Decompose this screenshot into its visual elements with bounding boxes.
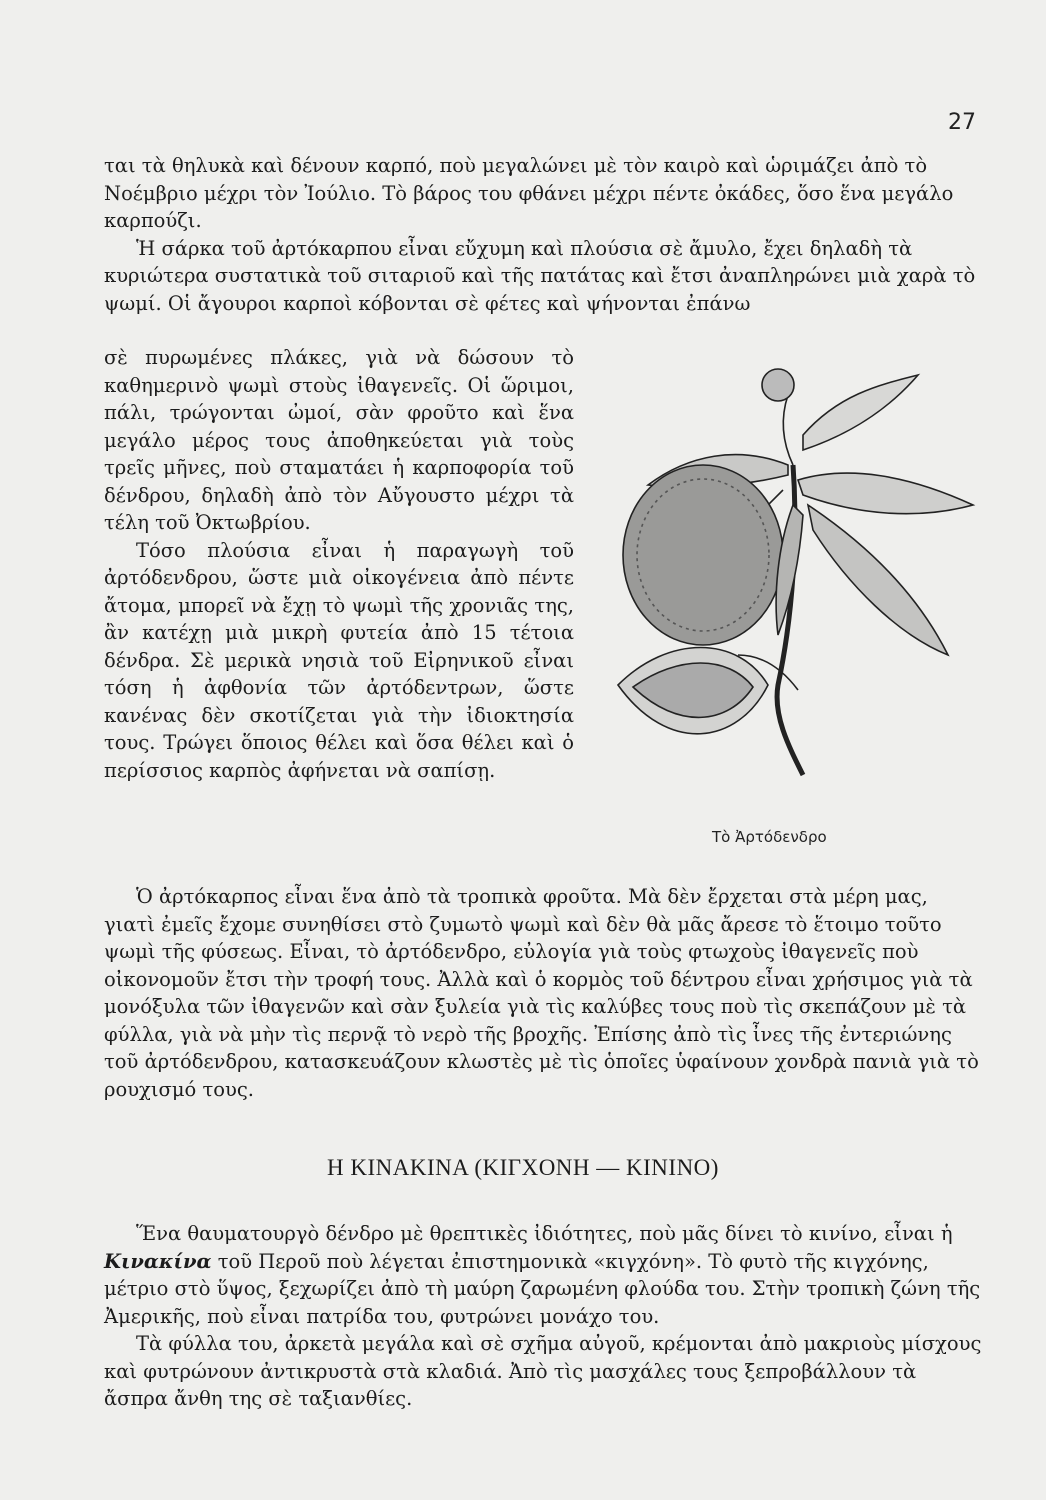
figure-caption: Τὸ Ἀρτόδενδρο [712, 828, 827, 846]
paragraph-abundance: Τόσο πλούσια εἶναι ἡ παραγωγὴ τοῦ ἀρτόδενδρου, ὥστε μιὰ οἰκογένεια ἀπὸ πέντε ἄτομα, μπορεῖ νὰ ἔχῃ τὸ ψωμὶ τῆς χρονιᾶς της, ἂν κατέχῃ μιὰ μικρὴ φυτεία ἀπὸ 15 τέτοια δένδρα. Σὲ μερικὰ νησιὰ τοῦ Εἰρηνικοῦ εἶναι τόση ἡ ἀφθονία τῶν ἀρτόδεντρων, ὥστε κανένας δὲν σκοτίζεται γιὰ τὴν ἰδιοκτησία τους. Τρώγει ὅποιος θέλει καὶ ὅσα θέλει καὶ ὁ περίσσιος καρπὸς ἀφήνεται νὰ σαπίσῃ. [104, 538, 574, 782]
kinakina-intro-after: τοῦ Περοῦ ποὺ λέγεται ἐπιστημονικὰ «κιγχόνη». Τὸ φυτὸ τῆς κιγχόνης, μέτριο στὸ ὕψος, ξεχωρίζει ἀπὸ τὴ μαύρη ζαρωμένη φλούδα του. Στὴν τροπικὴ ζώνη τῆς Ἀμερικῆς, ποὺ εἶναι πατρίδα του, φυτρώνει μονάχο του. [104, 1249, 981, 1328]
kinakina-intro-before: Ἕνα θαυματουργὸ δένδρο μὲ θρεπτικὲς ἰδιότητες, ποὺ μᾶς δίνει τὸ κινίνο, εἶναι ἡ [136, 1222, 953, 1245]
page-number: 27 [948, 110, 976, 135]
side-column-text [104, 344, 574, 784]
kinakina-term: Κινακίνα [104, 1249, 212, 1273]
paragraph-kinakina-intro [104, 1220, 984, 1330]
paragraph-flesh-rest: σὲ πυρωμένες πλάκες, γιὰ νὰ δώσουν τὸ καθημερινὸ ψωμὶ στοὺς ἰθαγενεῖς. Οἱ ὥριμοι, πάλι, τρώγονται ὠμοί, σὰν φροῦτο καὶ ἕνα μεγάλο μέρος τους ἀποθηκεύεται γιὰ τοὺς τρεῖς μῆνες, ποὺ σταματάει ἡ καρποφορία τοῦ δένδρου, δηλαδὴ ἀπὸ τὸν Αὔγουστο μέχρι τὰ τέλη τοῦ Ὀκτωβρίου. [104, 346, 574, 534]
paragraph-tropical-fruit: Ὁ ἀρτόκαρπος εἶναι ἕνα ἀπὸ τὰ τροπικὰ φροῦτα. Μὰ δὲν ἔρχεται στὰ μέρη μας, γιατὶ ἐμεῖς ἔχομε συνηθίσει στὸ ζυμωτὸ ψωμὶ καὶ δὲν θὰ μᾶς ἄρεσε τὸ ἕτοιμο τοῦτο ψωμὶ τῆς φύσεως. Εἶναι, τὸ ἀρτόδενδρο, εὐλογία γιὰ τοὺς φτωχοὺς ἰθαγενεῖς ποὺ οἰκονομοῦν ἔτσι τὴν τροφή τους. Ἀλλὰ καὶ ὁ κορμὸς τοῦ δέντρου εἶναι χρήσιμος γιὰ τὰ μονόξυλα τῶν ἰθαγενῶν καὶ σὰν ξυλεία γιὰ τὶς καλύβες τους ποὺ τὶς σκεπάζουν μὲ τὰ φύλλα, γιὰ νὰ μὴν τὶς περνᾷ τὸ νερὸ τῆς βροχῆς. Ἐπίσης ἀπὸ τὶς ἶνες τῆς ἐντεριώνης τοῦ ἀρτόδενδρου, κατασκευάζουν κλωστὲς μὲ τὶς ὁποῖες ὑφαίνουν χονδρὰ πανιὰ γιὰ τὸ ρουχισμό τους. [104, 885, 979, 1101]
kinakina-text-block [104, 1220, 984, 1413]
paragraph-kinakina-leaves: Τὰ φύλλα του, ἀρκετὰ μεγάλα καὶ σὲ σχῆμα αὐγοῦ, κρέμονται ἀπὸ μακριοὺς μίσχους καὶ φυτρώνουν ἀντικρυστὰ στὰ κλαδιά. Ἀπὸ τὶς μασχάλες τους ξεπροβάλλουν τὰ ἄσπρα ἄνθη της σὲ ταξιανθίες. [104, 1332, 982, 1410]
paragraph-flesh-lead: Ἡ σάρκα τοῦ ἀρτόκαρπου εἶναι εὔχυμη καὶ πλούσια σὲ ἄμυλο, ἔχει δηλαδὴ τὰ κυριώτερα συστατικὰ τοῦ σιταριοῦ καὶ τῆς πατάτας καὶ ἔτσι ἀναπληρώνει μιὰ χαρὰ τὸ ψωμί. Οἱ ἄγουροι καρποὶ κόβονται σὲ φέτες καὶ ψήνονται ἐπάνω [104, 236, 976, 315]
bottom-text-block [104, 883, 984, 1103]
breadfruit-illustration [588, 355, 988, 795]
paragraph-continuation: ται τὰ θηλυκὰ καὶ δένουν καρπό, ποὺ μεγαλώνει μὲ τὸν καιρὸ καὶ ὡριμάζει ἀπὸ τὸ Νοέμβριο μέχρι τὸν Ἰούλιο. Τὸ βάρος του φθάνει μέχρι πέντε ὀκάδες, ὅσο ἕνα μεγάλο καρπούζι. [104, 154, 954, 232]
top-text-block [104, 152, 984, 317]
section-heading: Η ΚΙΝΑΚΙΝΑ (ΚΙΓΧΟΝΗ — ΚΙΝΙΝΟ) [327, 1155, 719, 1180]
